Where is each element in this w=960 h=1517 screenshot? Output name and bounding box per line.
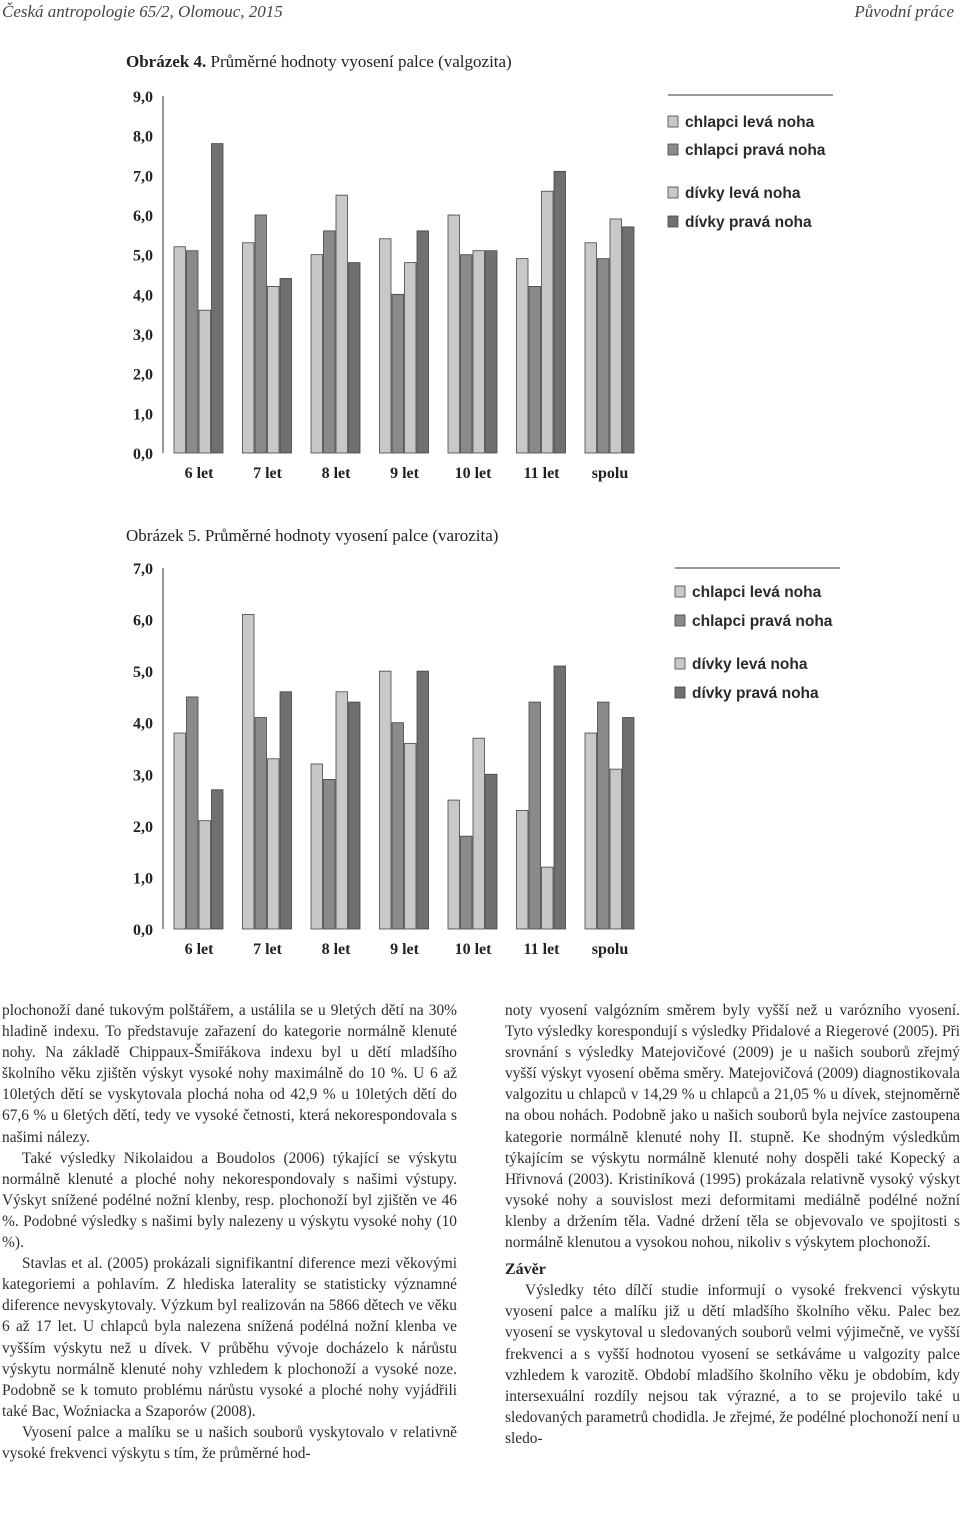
y-tick-label: 6,0 bbox=[133, 612, 153, 630]
figure5-title bbox=[126, 526, 498, 546]
legend-label: dívky pravá noha bbox=[685, 214, 812, 231]
bar-6-0 bbox=[585, 243, 597, 453]
y-tick-label: 4,0 bbox=[133, 715, 153, 733]
y-tick-label: 4,0 bbox=[133, 287, 153, 305]
y-tick-label: 8,0 bbox=[133, 128, 153, 146]
bar-1-1 bbox=[255, 215, 267, 453]
x-tick-label: 6 let bbox=[184, 465, 214, 482]
x-tick-label: 11 let bbox=[523, 465, 560, 482]
bar-0-1 bbox=[187, 697, 199, 929]
body-paragraph: plochonoží dané tukovým polštářem, a ustálila se u 9letých dětí na 30% hladině indexu. To představuje zařazení do kategorie normálně klenuté nohy. Na základě Chippaux-Šmiřákova indexu byl u dětí mladšího školního věku zjištěn výskyt vysoké nohy maximálně do 10 %. U 6 až 10letých dětí se vyskytovala plochá noha od 42,9 % u 10letých dětí do 67,6 % u 6letých dětí, tedy ve vysoké četnosti, která nekorespondovala s našimi nálezy. bbox=[2, 1002, 457, 1146]
bar-1-2 bbox=[268, 286, 280, 453]
figure4-label: Obrázek 4. bbox=[126, 52, 207, 71]
x-tick-label: 8 let bbox=[321, 941, 351, 958]
bar-3-0 bbox=[380, 671, 392, 929]
x-tick-label: spolu bbox=[591, 465, 629, 482]
x-tick-label: 7 let bbox=[253, 941, 282, 958]
y-tick-label: 2,0 bbox=[133, 818, 153, 836]
bar-0-2 bbox=[199, 821, 211, 929]
y-tick-label: 7,0 bbox=[133, 561, 153, 578]
bar-4-3 bbox=[486, 251, 498, 453]
x-tick-label: 9 let bbox=[390, 465, 419, 482]
bar-4-2 bbox=[473, 251, 485, 453]
bar-3-3 bbox=[417, 671, 429, 929]
legend-swatch bbox=[668, 144, 678, 155]
x-tick-label: 10 let bbox=[454, 465, 492, 482]
figure4-caption: Průměrné hodnoty vyosení palce (valgozita) bbox=[210, 52, 512, 71]
legend-swatch bbox=[668, 116, 678, 127]
bar-6-3 bbox=[623, 227, 635, 453]
bar-2-2 bbox=[336, 195, 348, 453]
bar-4-0 bbox=[448, 800, 460, 929]
bar-1-3 bbox=[280, 692, 292, 929]
x-tick-label: 6 let bbox=[184, 941, 214, 958]
bar-2-3 bbox=[349, 702, 361, 929]
bar-0-3 bbox=[212, 144, 224, 453]
body-paragraph: Stavlas et al. (2005) prokázali signifikantní diference mezi věkovými kategoriemi a pohlavím. Z hlediska laterality se statisticky významné diference nevyskytovaly. Výzkum byl realizován na 5866 dětech ve věku 6 až 17 let. U chlapců byla nalezena snížená podélná nožní klenba ve vyšším výskytu než u dívek. V průběhu vývoje docházelo k nárůstu výskytu normálně klenuté nohy vzhledem k plochonoží a vysoké noze. Podobně se k tomuto problému nárůstu vysoké a ploché nohy vyjádřili také Bac, Woźniacka a Szaporów (2008). bbox=[2, 1255, 457, 1420]
body-right-column bbox=[505, 1000, 960, 1449]
x-tick-label: 9 let bbox=[390, 941, 419, 958]
figure4-title bbox=[126, 52, 512, 72]
bar-4-0 bbox=[448, 215, 460, 453]
y-tick-label: 3,0 bbox=[133, 767, 153, 785]
bar-5-1 bbox=[529, 702, 541, 929]
bar-2-2 bbox=[336, 692, 348, 929]
legend-label: chlapci pravá noha bbox=[685, 142, 826, 159]
legend-label: chlapci levá noha bbox=[685, 114, 815, 131]
conclusion-heading: Závěr bbox=[505, 1261, 546, 1279]
bar-6-1 bbox=[598, 702, 610, 929]
y-tick-label: 2,0 bbox=[133, 366, 153, 384]
bar-1-0 bbox=[243, 243, 255, 453]
y-tick-label: 3,0 bbox=[133, 327, 153, 344]
legend-swatch bbox=[675, 615, 685, 626]
bar-6-2 bbox=[610, 219, 622, 453]
section-header: Původní práce bbox=[854, 2, 954, 21]
bar-5-3 bbox=[554, 171, 566, 453]
figure5-chart bbox=[0, 550, 960, 975]
bar-3-3 bbox=[417, 231, 429, 453]
y-tick-label: 1,0 bbox=[133, 406, 153, 424]
bar-4-1 bbox=[461, 836, 473, 929]
legend-label: dívky pravá noha bbox=[692, 685, 819, 702]
bar-1-0 bbox=[243, 614, 255, 929]
legend-swatch bbox=[668, 187, 678, 198]
bar-2-1 bbox=[324, 231, 336, 453]
bar-3-2 bbox=[405, 263, 417, 453]
journal-header: Česká antropologie 65/2, Olomouc, 2015 bbox=[2, 2, 283, 21]
x-tick-label: 11 let bbox=[523, 941, 560, 958]
y-tick-label: 1,0 bbox=[133, 870, 153, 888]
y-tick-label: 0,0 bbox=[133, 446, 153, 463]
body-paragraph: noty vyosení valgózním směrem byly vyšší než u varózního vyosení. Tyto výsledky korespondují s výsledky Přidalové a Riegerové (2005). Při srovnání s výsledky Matejovičové (2009) je u našich souborů zřejmý vyšší výskyt vyosení oběma směry. Matejovičová (2009) diagnostikovala valgozitu u chlapců v 14,29 % u chlapců a 21,05 % u dívek, stejnoměrně na obou nohách. Podobně jako u našich souborů byla nejvíce zastoupena kategorie normálně klenuté nohy II. stupně. Ke shodným výsledkům týkajícím se výskytu normálně klenuté nohy dospěli také Kopecký a Hřivnová (2003). Kristiníková (1995) prokázala relativně vysoký výskyt vysoké nohy a souvislost mezi deformitami mediálně podélné nožní klenby a držením těla. Vadné držení těla se objevovalo ve spojitosti s normálně klenutou a vysokou nohou, nikoliv s výskytem plochonoží. bbox=[505, 1002, 960, 1252]
bar-2-0 bbox=[311, 764, 323, 929]
y-tick-label: 0,0 bbox=[133, 922, 153, 939]
bar-5-2 bbox=[542, 867, 554, 929]
y-tick-label: 6,0 bbox=[133, 208, 153, 225]
bar-0-0 bbox=[174, 247, 186, 453]
bar-0-3 bbox=[212, 790, 224, 929]
figure5-caption: Průměrné hodnoty vyosení palce (varozita) bbox=[204, 526, 499, 545]
bar-1-2 bbox=[268, 759, 280, 929]
bar-3-0 bbox=[380, 239, 392, 453]
y-tick-label: 5,0 bbox=[133, 247, 153, 265]
chart-legend bbox=[668, 95, 833, 231]
bar-6-1 bbox=[598, 259, 610, 453]
bar-5-2 bbox=[542, 191, 554, 453]
bar-2-3 bbox=[349, 263, 361, 453]
bar-0-2 bbox=[199, 310, 211, 453]
y-tick-label: 7,0 bbox=[133, 168, 153, 186]
bar-1-3 bbox=[280, 278, 292, 453]
x-tick-label: 7 let bbox=[253, 465, 282, 482]
legend-label: chlapci levá noha bbox=[692, 584, 822, 601]
bar-2-0 bbox=[311, 255, 323, 453]
bar-5-0 bbox=[517, 810, 529, 929]
legend-label: chlapci pravá noha bbox=[692, 613, 833, 630]
legend-swatch bbox=[675, 658, 685, 669]
body-paragraph: Vyosení palce a malíku se u našich souborů vyskytovalo v relativně vysoké frekvenci výskytu s tím, že průměrné hod- bbox=[2, 1423, 457, 1462]
legend-label: dívky levá noha bbox=[685, 185, 801, 202]
bar-1-1 bbox=[255, 718, 267, 929]
bar-5-1 bbox=[529, 286, 541, 453]
body-paragraph: Také výsledky Nikolaidou a Boudolos (2006) týkající se výskytu normálně klenuté a ploché nohy nekorespondovaly s našimi výstupy. Výskyt snížené podélné nožní klenby, resp. plochonoží byl zjištěn ve 46 %. Podobné výsledky s našimi byly nalezeny u výskytu vysoké nohy (10 %). bbox=[2, 1149, 457, 1252]
bar-5-0 bbox=[517, 259, 529, 453]
chart-legend bbox=[675, 568, 840, 702]
bar-3-1 bbox=[392, 723, 404, 929]
x-tick-label: 8 let bbox=[321, 465, 351, 482]
legend-swatch bbox=[675, 687, 685, 698]
figure5-label: Obrázek 5. bbox=[126, 526, 201, 545]
conclusion-paragraph: Výsledky této dílčí studie informují o vysoké frekvenci výskytu vyosení palce a malíku již u dětí mladšího školního věku. Palec bez vyosení se vyskytoval u sledovaných souborů velmi výjimečně, ve vyšší frekvenci a s vyšší hodnotou vyosení se setkáváme u valgozity palce vzhledem k varozitě. Období mladšího školního věku je obdobím, kdy intersexuální rozdíly nejsou tak výrazné, a to se projevilo také u sledovaných parametrů chodidla. Je zřejmé, že podélné plochonoží není u sledo- bbox=[505, 1282, 960, 1447]
bar-4-1 bbox=[461, 255, 473, 453]
bar-3-1 bbox=[392, 294, 404, 453]
bar-4-3 bbox=[486, 774, 498, 929]
bar-4-2 bbox=[473, 738, 485, 929]
legend-swatch bbox=[668, 216, 678, 227]
bar-6-0 bbox=[585, 733, 597, 929]
bar-0-0 bbox=[174, 733, 186, 929]
bar-5-3 bbox=[554, 666, 566, 929]
x-tick-label: 10 let bbox=[454, 941, 492, 958]
bar-6-3 bbox=[623, 718, 635, 929]
bar-6-2 bbox=[610, 769, 622, 929]
bar-2-1 bbox=[324, 779, 336, 929]
y-tick-label: 9,0 bbox=[133, 89, 153, 106]
y-tick-label: 5,0 bbox=[133, 664, 153, 682]
body-left-column bbox=[2, 1000, 457, 1464]
bar-3-2 bbox=[405, 743, 417, 929]
figure4-chart bbox=[0, 80, 960, 500]
legend-swatch bbox=[675, 586, 685, 597]
x-tick-label: spolu bbox=[591, 941, 629, 958]
bar-0-1 bbox=[187, 251, 199, 453]
legend-label: dívky levá noha bbox=[692, 656, 808, 673]
